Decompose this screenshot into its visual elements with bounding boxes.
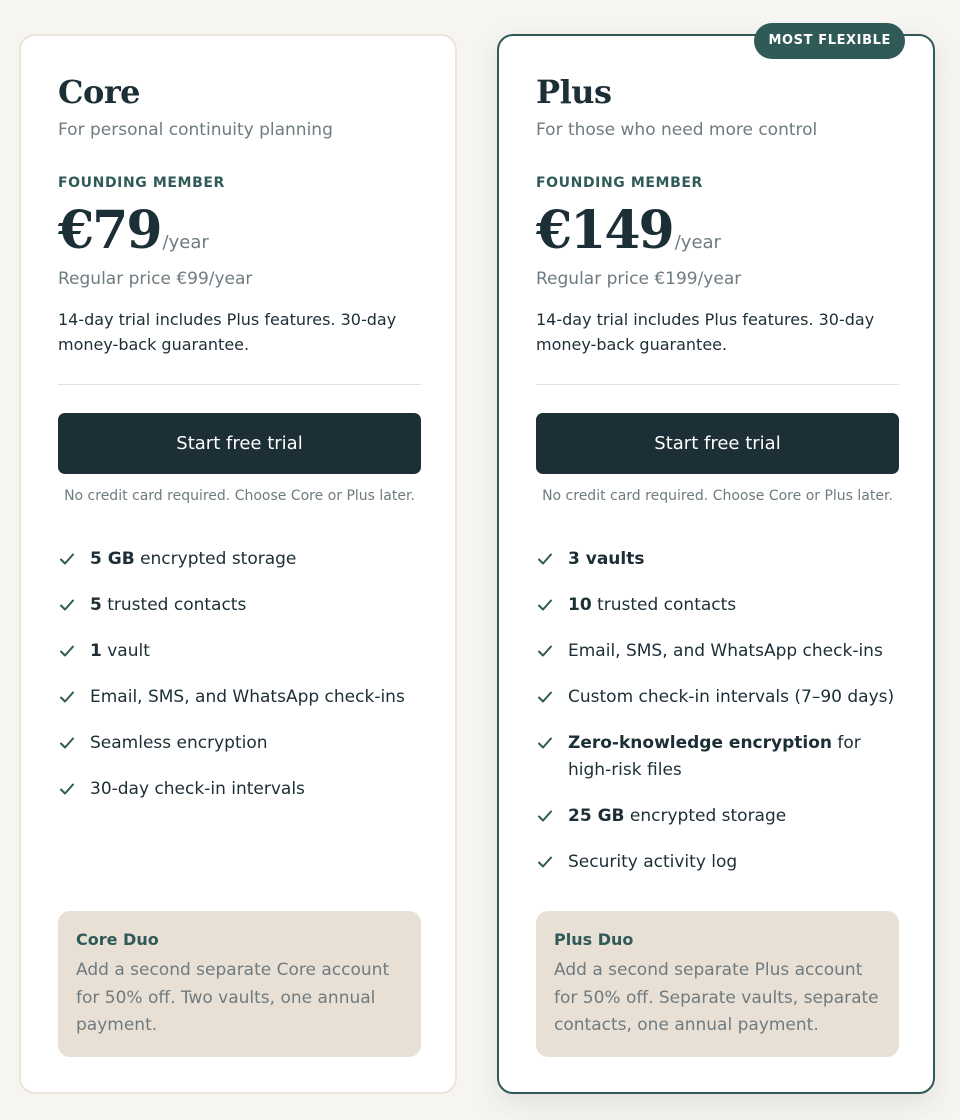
feature-item: 3 vaults bbox=[536, 546, 899, 573]
check-icon bbox=[536, 596, 554, 614]
feature-item: Zero-knowledge encryption for high-risk files bbox=[536, 730, 899, 784]
trial-note: 14-day trial includes Plus features. 30-day money-back guarantee. bbox=[536, 310, 875, 354]
duo-addon-box bbox=[58, 911, 421, 1057]
most-flexible-badge: MOST FLEXIBLE bbox=[754, 23, 905, 59]
plan-card-plus bbox=[497, 34, 935, 1094]
founding-member-label: FOUNDING MEMBER bbox=[58, 175, 225, 191]
feature-item: 25 GB encrypted storage bbox=[536, 803, 899, 830]
feature-list bbox=[536, 546, 899, 895]
feature-item: 5 trusted contacts bbox=[58, 592, 421, 619]
duo-addon-box bbox=[536, 911, 899, 1057]
founding-member-label: FOUNDING MEMBER bbox=[536, 175, 703, 191]
trial-note: 14-day trial includes Plus features. 30-day money-back guarantee. bbox=[58, 310, 397, 354]
price-period: /year bbox=[674, 232, 721, 253]
plan-subtitle: For those who need more control bbox=[536, 120, 818, 140]
duo-description: Add a second separate Core account for 50% off. Two vaults, one annual payment. bbox=[76, 960, 390, 1035]
check-icon bbox=[58, 642, 76, 660]
check-icon bbox=[58, 780, 76, 798]
feature-item: 1 vault bbox=[58, 638, 421, 665]
divider bbox=[536, 384, 899, 385]
price-period: /year bbox=[162, 232, 209, 253]
no-credit-card-note: No credit card required. Choose Core or Plus later. bbox=[64, 488, 415, 504]
check-icon bbox=[536, 734, 554, 752]
check-icon bbox=[58, 688, 76, 706]
feature-item: 30-day check-in intervals bbox=[58, 776, 421, 803]
check-icon bbox=[536, 642, 554, 660]
duo-title: Core Duo bbox=[76, 930, 159, 949]
check-icon bbox=[536, 807, 554, 825]
check-icon bbox=[536, 688, 554, 706]
divider bbox=[58, 384, 421, 385]
feature-item: Custom check-in intervals (7–90 days) bbox=[536, 684, 899, 711]
regular-price: Regular price €199/year bbox=[536, 269, 742, 289]
no-credit-card-note: No credit card required. Choose Core or Plus later. bbox=[542, 488, 893, 504]
price-row bbox=[58, 196, 209, 266]
feature-item: 10 trusted contacts bbox=[536, 592, 899, 619]
start-free-trial-button-plus[interactable]: Start free trial bbox=[536, 413, 899, 474]
plan-card-core bbox=[19, 34, 457, 1094]
feature-item: Email, SMS, and WhatsApp check-ins bbox=[58, 684, 421, 711]
feature-item: Email, SMS, and WhatsApp check-ins bbox=[536, 638, 899, 665]
duo-description: Add a second separate Plus account for 50% off. Separate vaults, separate contacts, one annual payment. bbox=[554, 960, 879, 1035]
check-icon bbox=[58, 550, 76, 568]
check-icon bbox=[536, 550, 554, 568]
check-icon bbox=[536, 853, 554, 871]
feature-list bbox=[58, 546, 421, 822]
check-icon bbox=[58, 734, 76, 752]
price-row bbox=[536, 196, 721, 266]
plan-subtitle: For personal continuity planning bbox=[58, 120, 333, 140]
duo-title: Plus Duo bbox=[554, 930, 634, 949]
plan-title: Plus bbox=[536, 73, 612, 111]
feature-item: Seamless encryption bbox=[58, 730, 421, 757]
plan-price: €149 bbox=[536, 200, 673, 261]
plan-price: €79 bbox=[58, 200, 161, 261]
regular-price: Regular price €99/year bbox=[58, 269, 253, 289]
plan-title: Core bbox=[58, 73, 141, 111]
feature-item: 5 GB encrypted storage bbox=[58, 546, 421, 573]
feature-item: Security activity log bbox=[536, 849, 899, 876]
check-icon bbox=[58, 596, 76, 614]
start-free-trial-button-core[interactable]: Start free trial bbox=[58, 413, 421, 474]
